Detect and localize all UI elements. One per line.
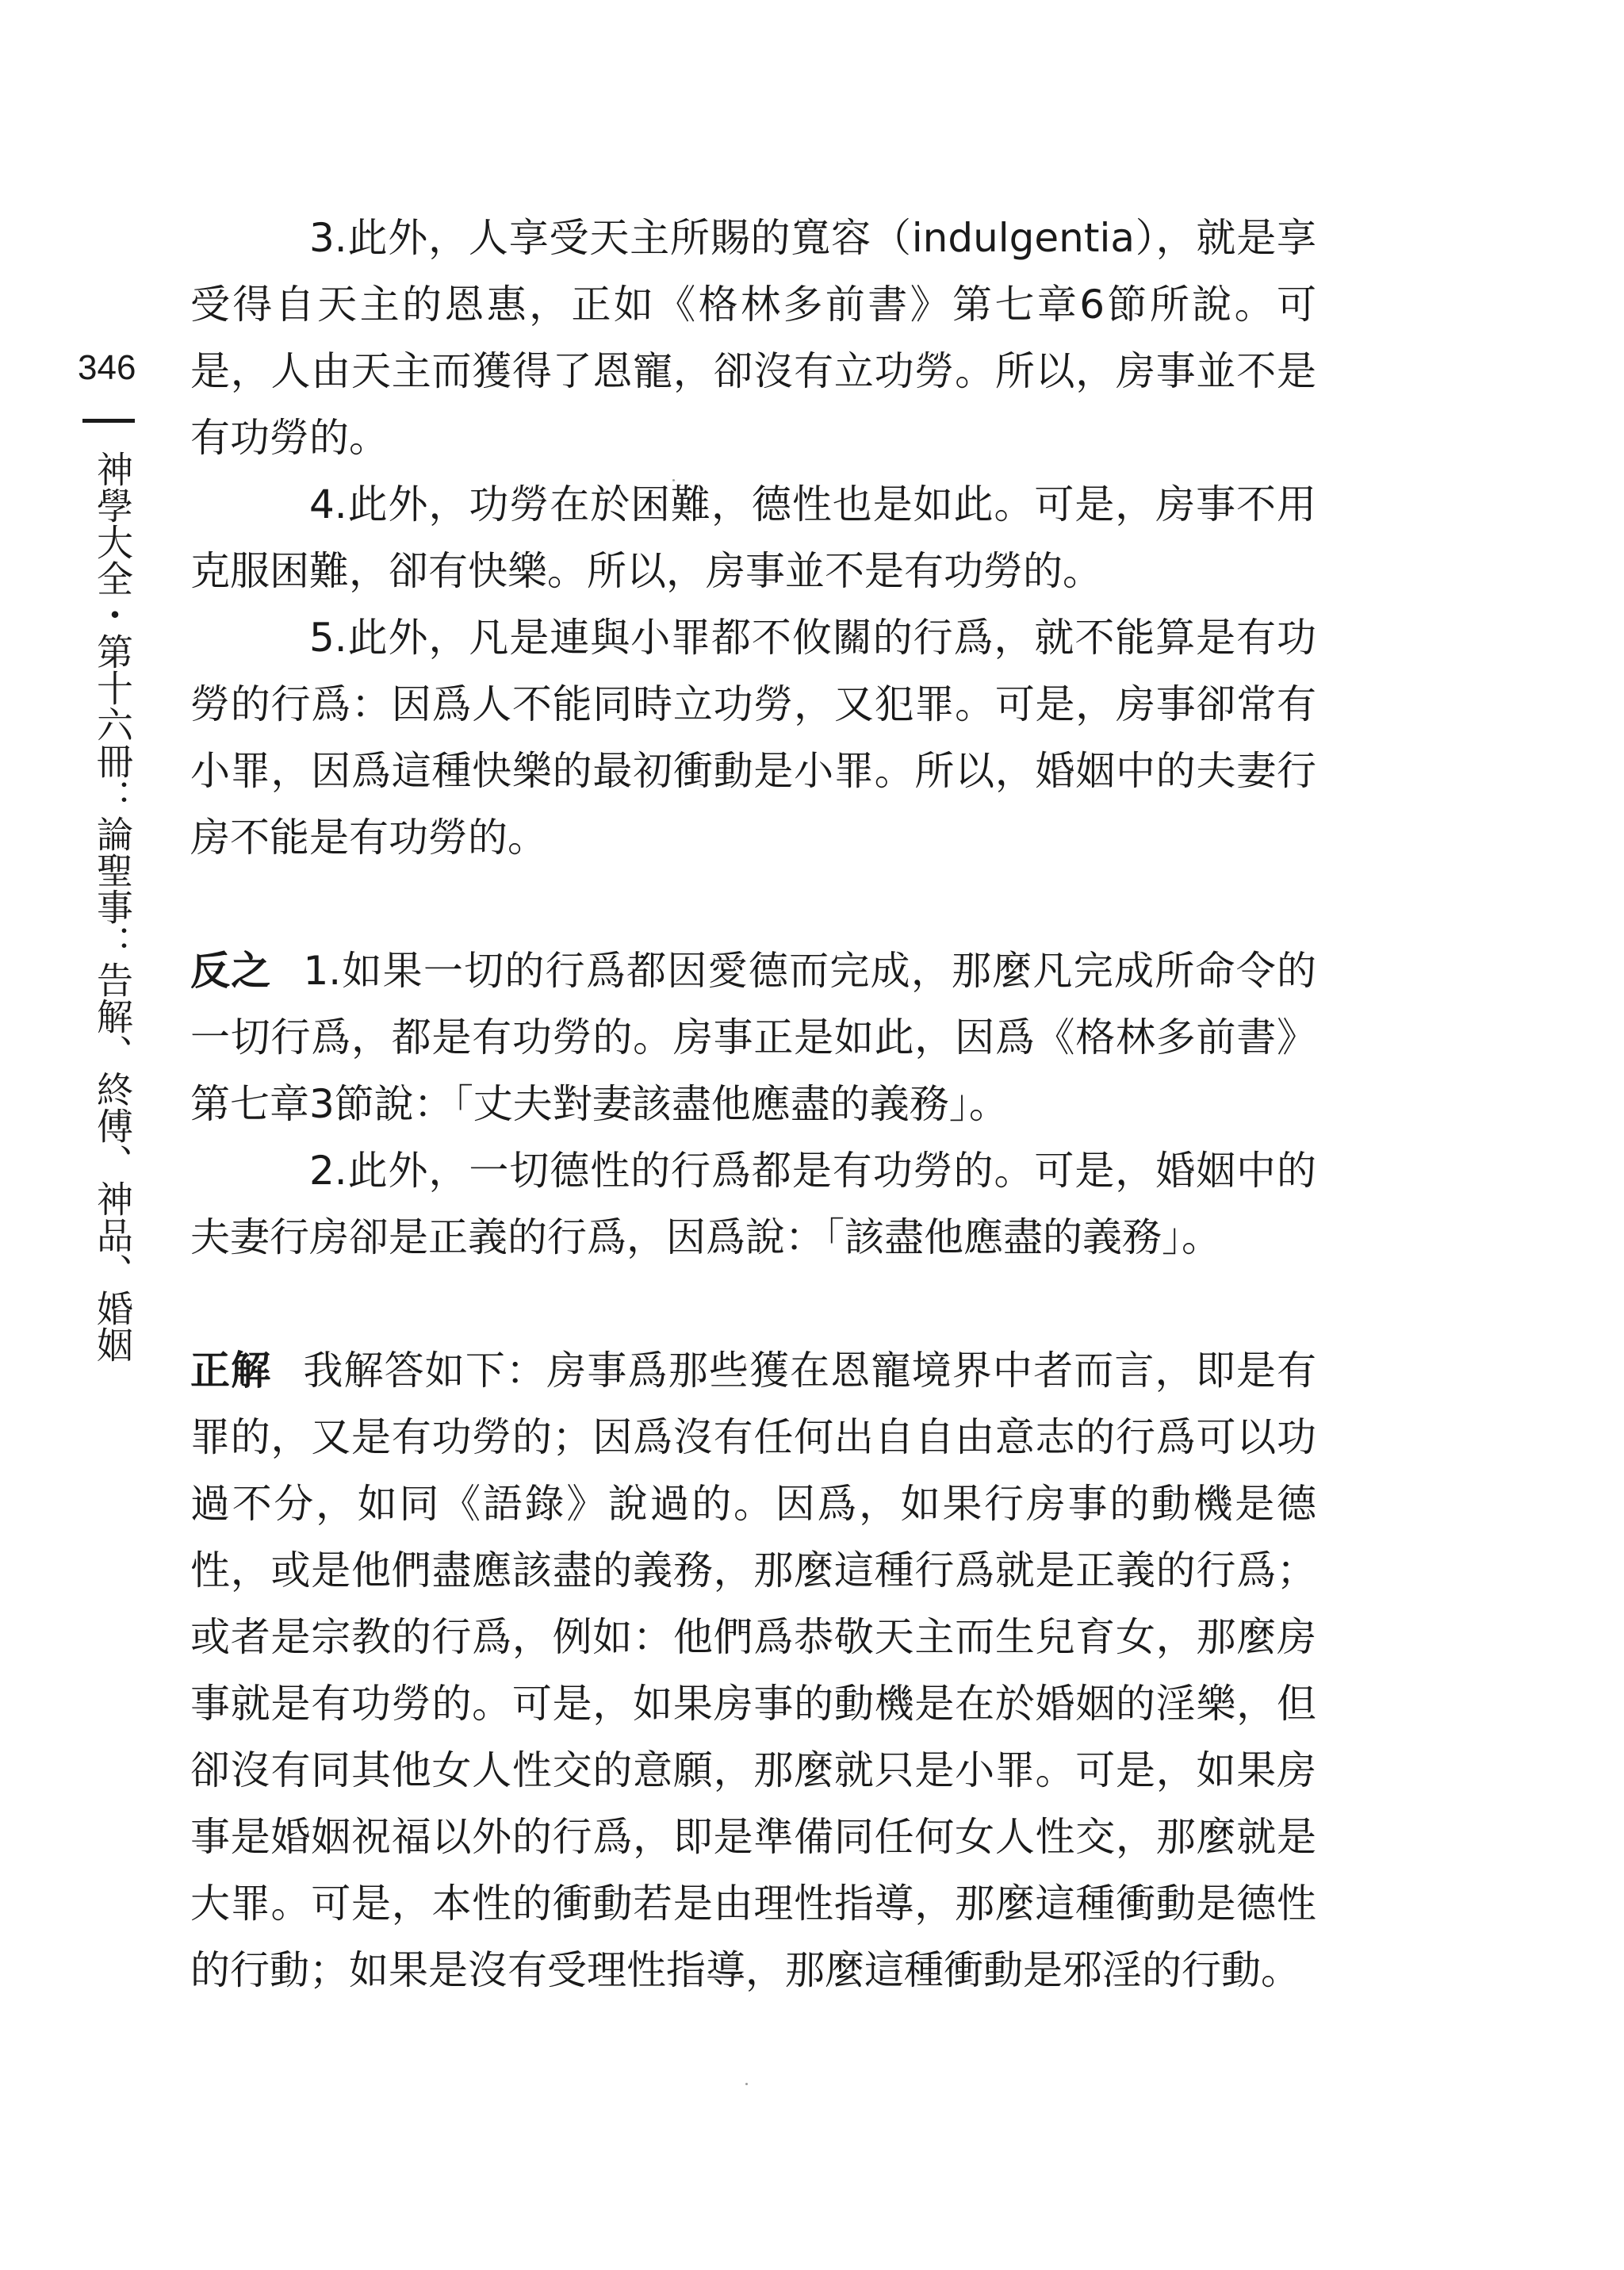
objection-5-paragraph: 5.此外，凡是連與小罪都不攸關的行爲，就不能算是有功勞的行爲：因爲人不能同時立功勞，又犯罪。可是，房事卻常有小罪，因爲這種快樂的最初衝動是小罪。所以，婚姻中的夫妻行房不能是有功勞的。 (190, 615, 1316, 861)
objection-4-paragraph: 4.此外，功勞在於困難，德性也是如此。可是，房事不用克服困難，卻有快樂。所以，房事並不是有功勞的。 (190, 481, 1316, 594)
contra-1-quote: 「丈夫對妻該盡他應盡的義務」 (453, 1081, 969, 1127)
contra-heading: 反之 (190, 948, 272, 994)
contra-1-end: 。 (968, 1081, 1009, 1127)
answer-text: 我解答如下：房事爲那些獲在恩寵境界中者而言，即是有罪的，又是有功勞的；因爲沒有任何出自自由意志的行爲可以功過不分，如同《語錄》說過的。因爲，如果行房事的動機是德性，或是他們盡應該盡的義務，那麼這種行爲就是正義的行爲；或者是宗教的行爲，例如：他們爲恭敬天主而生兒育女，那麼房事就是有功勞的。可是，如果房事的動機是在於婚姻的淫樂，但卻沒有同其他女人性交的意願，那麼就只是小罪。可是，如果房事是婚姻祝福以外的行爲，即是準備同任何女人性交，那麼就是大罪。可是，本性的衝動若是由理性指導，那麼這種衝動是德性的行動；如果是沒有受理性指導，那麼這種衝動是邪淫的行動。 (190, 1348, 1317, 1993)
section-gap (190, 1271, 1316, 1337)
running-title: 神學大全・第十六冊：論聖事：告解、終傅、神品、婚姻 (91, 451, 134, 1363)
scan-speck (745, 2083, 748, 2085)
contra-paragraph-1 (190, 938, 1316, 1137)
scan-speck (672, 479, 675, 481)
contra-paragraph-2: 2.此外，一切德性的行爲都是有功勞的。可是，婚姻中的夫妻行房卻是正義的行爲，因爲說：「該盡他應盡的義務」。 (190, 1148, 1316, 1260)
objection-3-paragraph: 3.此外，人享受天主所賜的寬容（indulgentia），就是享受得自天主的恩惠，正如《格林多前書》第七章6節所說。可是，人由天主而獲得了恩寵，卻沒有立功勞。所以，房事並不是有功勞的。 (190, 215, 1316, 461)
section-gap (190, 871, 1316, 938)
answer-paragraph (190, 1337, 1316, 2004)
contra-1-text: 1.如果一切的行爲都因愛德而完成，那麼凡完成所命令的一切行爲，都是有功勞的。房事正是如此，因爲《格林多前書》第七章3節說： (190, 948, 1316, 1127)
margin-rule (82, 419, 135, 423)
answer-heading: 正解 (190, 1348, 272, 1394)
page-number: 346 (78, 348, 136, 387)
main-text (190, 205, 1316, 2004)
